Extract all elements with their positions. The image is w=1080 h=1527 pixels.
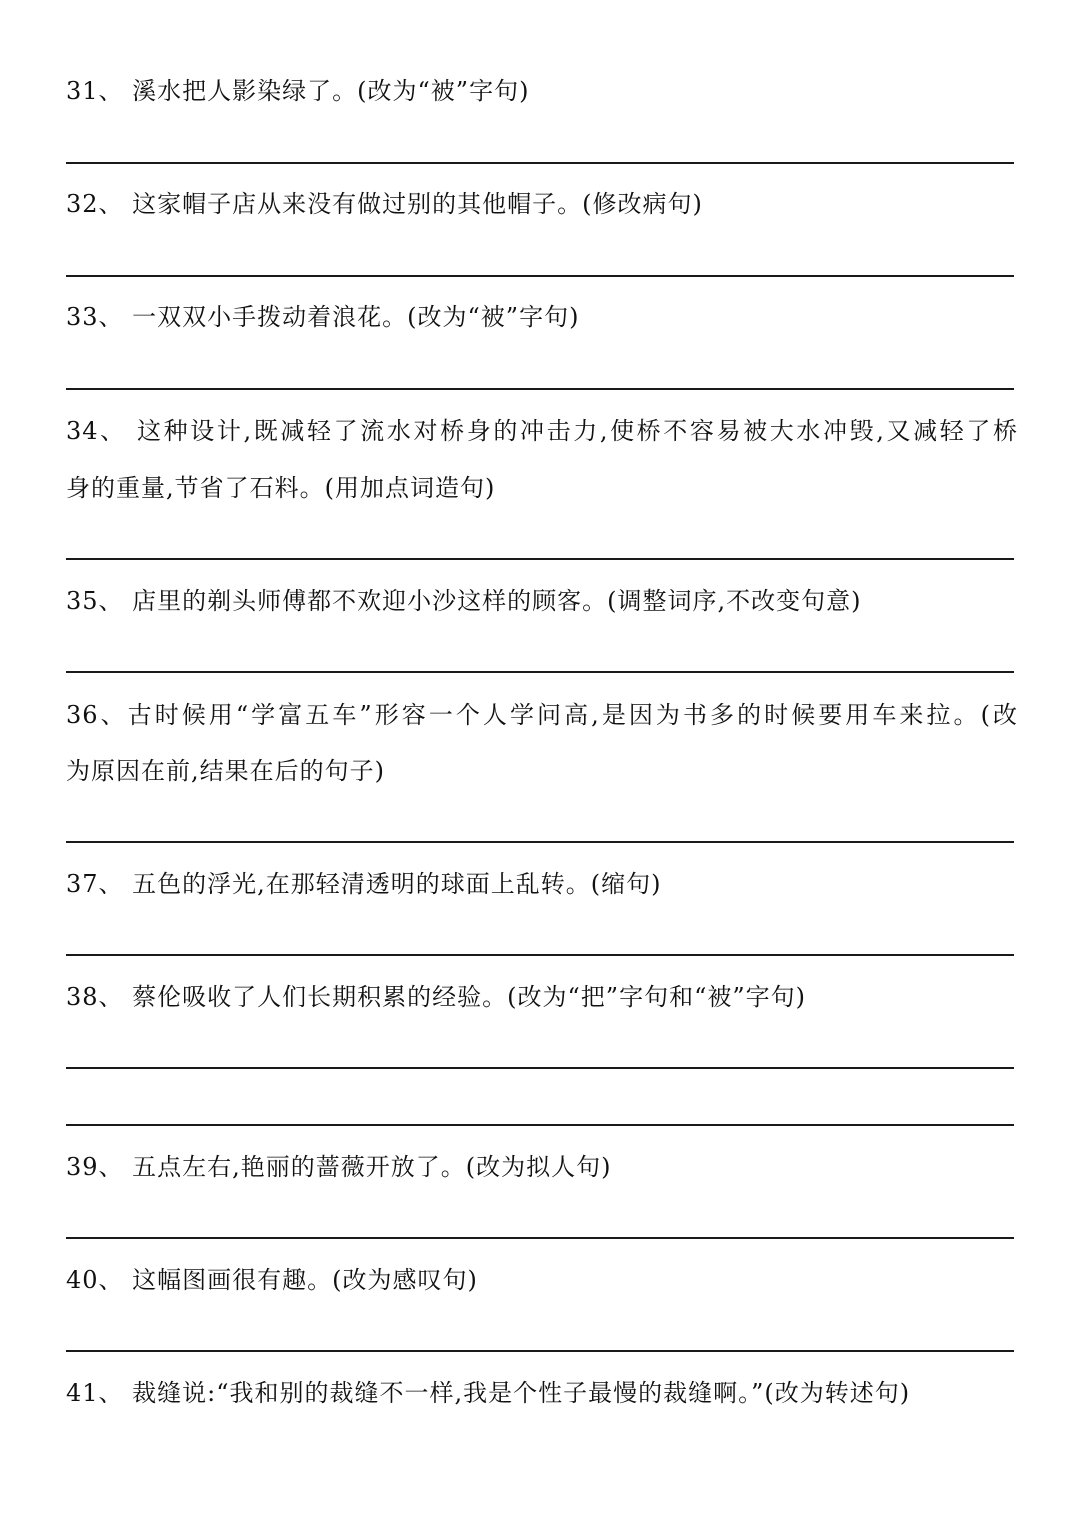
question-34-line-1: 34、 这种设计,既减轻了流水对桥身的冲击力,使桥不容易被大水冲毁,又减轻了桥	[66, 417, 1018, 445]
answer-line-34	[66, 558, 1014, 560]
answer-line-36	[66, 841, 1014, 843]
question-38: 38、 蔡伦吸收了人们长期积累的经验。(改为“把”字句和“被”字句)	[66, 983, 806, 1011]
question-36-line-1: 36、古时候用“学富五车”形容一个人学问高,是因为书多的时候要用车来拉。(改	[66, 701, 1018, 729]
question-39: 39、 五点左右,艳丽的蔷薇开放了。(改为拟人句)	[66, 1153, 612, 1181]
answer-line-37	[66, 954, 1014, 956]
answer-line-40	[66, 1350, 1014, 1352]
question-32: 32、 这家帽子店从来没有做过别的其他帽子。(修改病句)	[66, 190, 703, 218]
answer-line-33	[66, 388, 1014, 390]
answer-line-39	[66, 1237, 1014, 1239]
answer-line-38b	[66, 1124, 1014, 1126]
question-35: 35、 店里的剃头师傅都不欢迎小沙这样的顾客。(调整词序,不改变句意)	[66, 587, 862, 615]
answer-line-32	[66, 275, 1014, 277]
answer-line-35	[66, 671, 1014, 673]
question-37: 37、 五色的浮光,在那轻清透明的球面上乱转。(缩句)	[66, 870, 662, 898]
answer-line-38a	[66, 1067, 1014, 1069]
answer-line-31	[66, 162, 1014, 164]
question-31: 31、 溪水把人影染绿了。(改为“被”字句)	[66, 77, 530, 105]
question-33: 33、 一双双小手拨动着浪花。(改为“被”字句)	[66, 303, 580, 331]
question-34-line-2: 身的重量,节省了石料。(用加点词造句)	[66, 474, 496, 502]
question-36-line-2: 为原因在前,结果在后的句子)	[66, 757, 385, 785]
question-40: 40、 这幅图画很有趣。(改为感叹句)	[66, 1266, 478, 1294]
question-41: 41、 裁缝说:“我和别的裁缝不一样,我是个性子最慢的裁缝啊。”(改为转述句)	[66, 1379, 911, 1407]
